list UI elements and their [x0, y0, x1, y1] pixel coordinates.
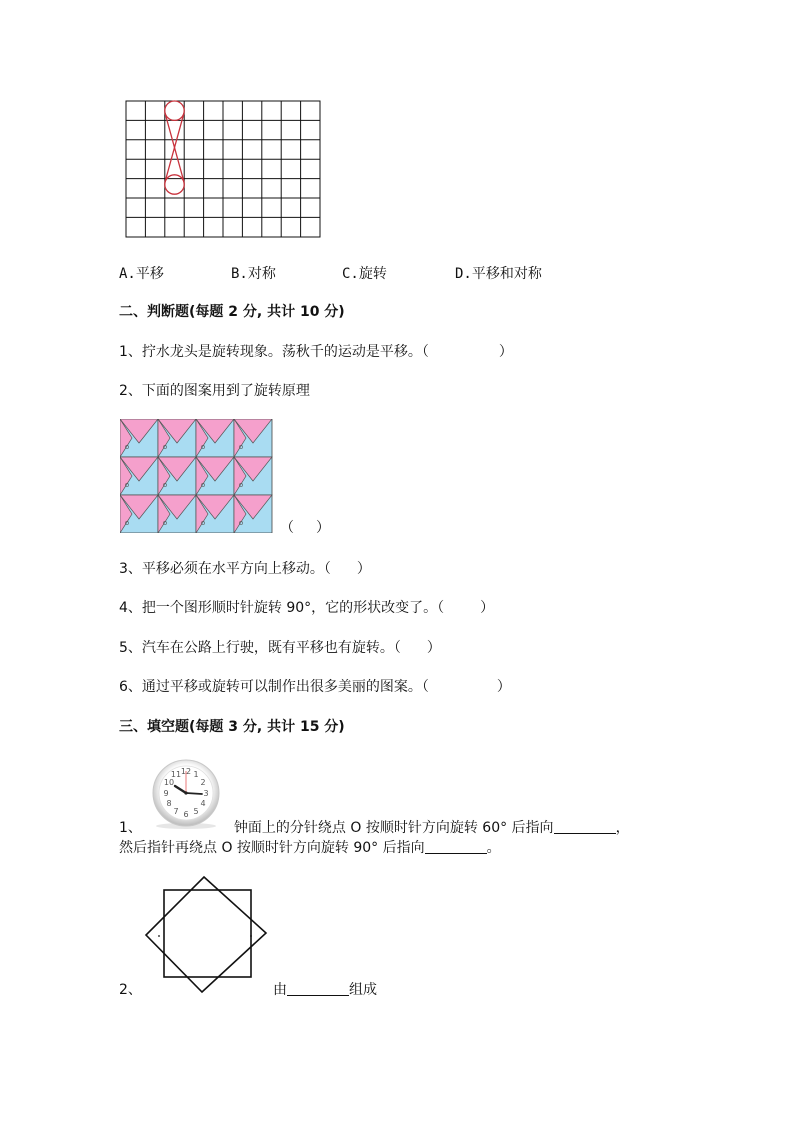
clock-num-6: 6 — [183, 810, 189, 819]
option-c: C.旋转 — [342, 266, 387, 282]
clock-num-9: 9 — [163, 789, 169, 798]
clock-num-4: 4 — [200, 799, 206, 808]
clock-num-7: 7 — [173, 807, 179, 816]
clock-num-2: 2 — [200, 778, 206, 787]
judge-item-6-text: 6、通过平移或旋转可以制作出很多美丽的图案。（ — [119, 679, 429, 695]
clock-num-11: 11 — [170, 770, 182, 779]
clock-num-3: 3 — [203, 789, 209, 798]
fill-item-1-end: 。 — [486, 840, 501, 856]
clock-num-10: 10 — [163, 778, 175, 787]
judge-item-1-paren: ） — [498, 344, 513, 360]
clock-num-5: 5 — [193, 807, 199, 816]
judge-item-3-paren: ） — [356, 561, 371, 577]
judge-item-5-text: 5、汽车在公路上行驶，既有平移也有旋转。（ — [119, 640, 401, 656]
fill-item-1-line2 — [119, 839, 501, 857]
judge-item-4-text: 4、把一个图形顺时针旋转 90°，它的形状改变了。（ — [119, 600, 445, 616]
option-a: A.平移 — [119, 266, 164, 282]
judge-item-4-paren: ） — [480, 600, 495, 616]
clock-minute-hand — [186, 793, 202, 794]
judge-item-3 — [119, 560, 371, 578]
option-d: D.平移和对称 — [455, 266, 542, 282]
section-3-title: 三、填空题(每题 3 分, 共计 15 分) — [119, 719, 345, 735]
judge-item-4 — [119, 599, 494, 617]
judge-item-6-paren: ） — [496, 679, 511, 695]
fill-item-2-text-b: 组成 — [349, 982, 377, 998]
fill-item-1-text-b: 然后指针再绕点 O 按顺时针方向旋转 90° 后指向 — [119, 840, 425, 856]
figure-eight-shape — [165, 101, 184, 194]
judge-item-5 — [119, 639, 441, 657]
overlapping-squares-svg — [144, 875, 269, 995]
fill-item-1-blank-b[interactable] — [425, 839, 487, 854]
grid-figure-svg — [120, 98, 325, 243]
pattern-paren-open: （ — [280, 520, 294, 536]
judge-item-5-paren: ） — [426, 640, 441, 656]
fill-item-1-number: 1、 — [119, 820, 142, 836]
grid-figure — [120, 98, 325, 243]
fill-item-1-line1 — [119, 819, 630, 837]
judge-item-3-text: 3、平移必须在水平方向上移动。（ — [119, 561, 331, 577]
fill-item-1-text-a: 钟面上的分针绕点 O 按顺时针方向旋转 60° 后指向 — [233, 820, 554, 836]
clock-num-12: 12 — [180, 767, 192, 776]
clock-num-1: 1 — [193, 770, 199, 779]
overlapping-squares-figure — [144, 875, 269, 995]
judge-item-1 — [119, 343, 513, 361]
judge-item-2-parens — [280, 519, 330, 537]
fill-item-2-number: 2、 — [119, 982, 142, 998]
clock-num-8: 8 — [166, 799, 172, 808]
section-2-title: 二、判断题(每题 2 分, 共计 10 分) — [119, 304, 345, 320]
fill-item-2-text — [273, 981, 377, 999]
fill-item-2-blank[interactable] — [287, 981, 349, 996]
rotation-pattern-svg — [120, 419, 273, 533]
judge-item-2: 2、下面的图案用到了旋转原理 — [119, 383, 310, 399]
pattern-paren-close: ） — [316, 520, 330, 536]
rotation-pattern — [120, 419, 273, 533]
judge-item-6 — [119, 678, 511, 696]
fill-item-1-comma: ， — [615, 820, 630, 836]
fill-item-2-text-a: 由 — [273, 982, 287, 998]
fill-item-1-blank-a[interactable] — [554, 819, 616, 834]
judge-item-1-text: 1、拧水龙头是旋转现象。荡秋千的运动是平移。（ — [119, 344, 429, 360]
option-b: B.对称 — [231, 266, 276, 282]
